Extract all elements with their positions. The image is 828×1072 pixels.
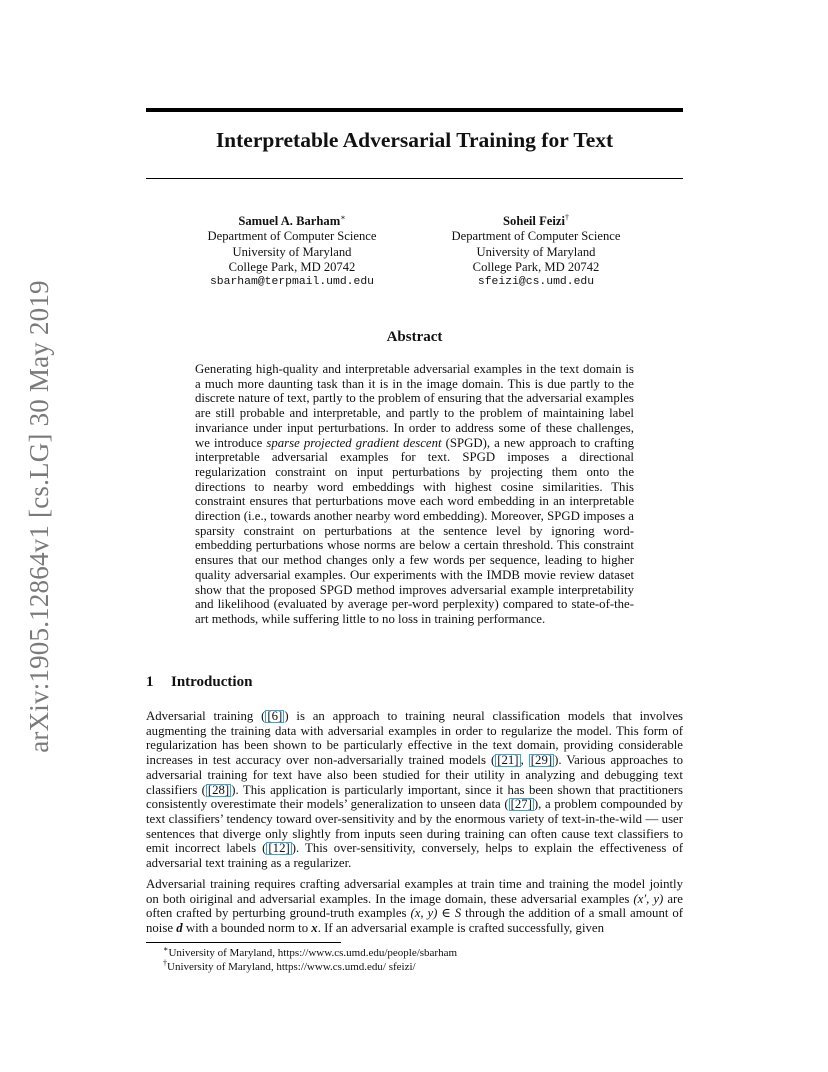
text-run: Adversarial training requires crafting adversarial examples at train time and training the model jointly on both oiriginal and adversarial examples. In the image domain, these adversarial examples [146, 877, 683, 906]
abstract-text [195, 362, 634, 627]
citation-link[interactable]: [27] [510, 797, 532, 812]
text-run: ), a problem compounded by text classifiers’ tendency toward over-sensitivity and by the enormous variety of text-in-the-wild — user sentences that diverge only slightly from inputs seen during training can often cause text classifiers to emit incorrect labels ( [146, 797, 684, 856]
math-expression: (x′, y) [633, 891, 664, 906]
citation-link[interactable]: [29] [530, 753, 553, 768]
author-address: College Park, MD 20742 [472, 259, 600, 274]
math-expression: (x, y) ∈ S [410, 906, 462, 921]
author-block-1 [172, 214, 412, 290]
math-expression: d [176, 921, 183, 936]
section-title: Introduction [171, 674, 253, 690]
abstract-emphasis: sparse projected gradient descent [266, 435, 442, 450]
text-run: . If an adversarial example is crafted successfully, given [317, 921, 604, 936]
text-run: ) is an approach to training neural classification models that involves augmenting the training data with adversarial examples in order to regularize the model. This form of regularization has been shown to be particularly effective in the text domain, providing considerable increases in test accuracy over non-adversarially trained models ( [146, 709, 683, 768]
footnote-text: University of Maryland, https://www.cs.umd.edu/ sfeizi/ [167, 961, 416, 973]
arxiv-sidebar [18, 276, 60, 756]
text-run: ). This application is particularly important, since it has been shown that practitioners consistently overestimate their models’ generalization to unseen data ( [146, 782, 683, 812]
text-run: are often crafted by perturbing ground-truth examples [146, 891, 683, 921]
math-expression: x [311, 921, 318, 936]
text-run: ). Various approaches to adversarial training for text have also been studied for their utility in analyzing and debugging text classifiers ( [146, 753, 683, 797]
author-university: University of Maryland [232, 244, 352, 259]
title-rule-bottom [146, 178, 683, 179]
abstract-heading: Abstract [386, 329, 443, 345]
text-run: with a bounded norm to [182, 921, 312, 936]
section-number: 1 [146, 674, 154, 690]
author-university: University of Maryland [476, 244, 596, 259]
text-run: through the addition of a small amount of noise [146, 906, 683, 936]
footnote-mark: † [163, 958, 167, 968]
author-block-2 [416, 214, 656, 290]
paper-title: Interpretable Adversarial Training for Text [215, 128, 614, 152]
author-name: Soheil Feizi [503, 214, 565, 228]
author-email[interactable]: sbarham@terpmail.umd.edu [209, 276, 375, 289]
citation-link[interactable]: [21] [497, 753, 519, 768]
abstract-text-part: (SPGD), a new approach to crafting interpretable adversarial examples for text. SPGD imposes a directional regularization constraint on input perturbations by projecting them onto the directions to nearby word embeddings with highest cosine similarities. This constraint ensures that perturbations move each word embedding in an interpretable direction (i.e., towards another nearby word embedding). Moreover, SPGD imposes a sparsity constraint on perturbations at the sentence level by ignoring word-embedding perturbations whose norms are below a certain threshold. This constraint ensures that our method changes only a few words per sequence, leading to higher quality adversarial examples. Our experiments with the IMDB movie review dataset show that the proposed SPGD method improves adversarial example interpretability and likelihood (evaluated by average per-word perplexity) compared to state-of-the-art methods, while suffering little to no loss in training performance. [195, 435, 634, 626]
section-heading [146, 674, 252, 691]
text-run: ). This over-sensitivity, conversely, helps to explain the effectiveness of adversarial text training as a regularizer. [146, 841, 683, 871]
author-footnote-mark: ∗ [340, 212, 346, 222]
citation-link[interactable]: [12] [268, 841, 290, 856]
footnote-1 [163, 944, 458, 960]
title-rule-top [146, 108, 683, 112]
footnote-mark: ∗ [163, 944, 169, 954]
citation-link[interactable]: [6] [267, 709, 283, 723]
text-run: , [520, 753, 529, 768]
author-name: Samuel A. Barham [238, 214, 341, 228]
author-footnote-mark: † [564, 212, 569, 222]
footnote-2 [163, 958, 416, 974]
intro-paragraph-2 [146, 877, 683, 936]
abstract-text-part: Generating high-quality and interpretable adversarial examples in the text domain is a much more daunting task than it is in the image domain. This is due partly to the discrete nature of text, partly to the problem of ensuring that the adversarial examples are still probable and interpretable, and partly to the problem of maintaining label invariance under input perturbations. In order to address some of these challenges, we introduce [195, 362, 634, 450]
text-run: Adversarial training ( [146, 709, 266, 723]
arxiv-identifier: arXiv:1905.12864v1 [cs.LG] 30 May 2019 [23, 279, 54, 753]
citation-link[interactable]: [28] [207, 782, 230, 797]
author-email[interactable]: sfeizi@cs.umd.edu [477, 276, 595, 289]
footnote-rule [146, 942, 341, 943]
author-department: Department of Computer Science [207, 229, 377, 244]
footnote-text: University of Maryland, https://www.cs.umd.edu/people/sbarham [168, 947, 458, 959]
author-address: College Park, MD 20742 [228, 259, 356, 274]
author-department: Department of Computer Science [451, 229, 621, 244]
intro-paragraph-1 [146, 709, 683, 871]
